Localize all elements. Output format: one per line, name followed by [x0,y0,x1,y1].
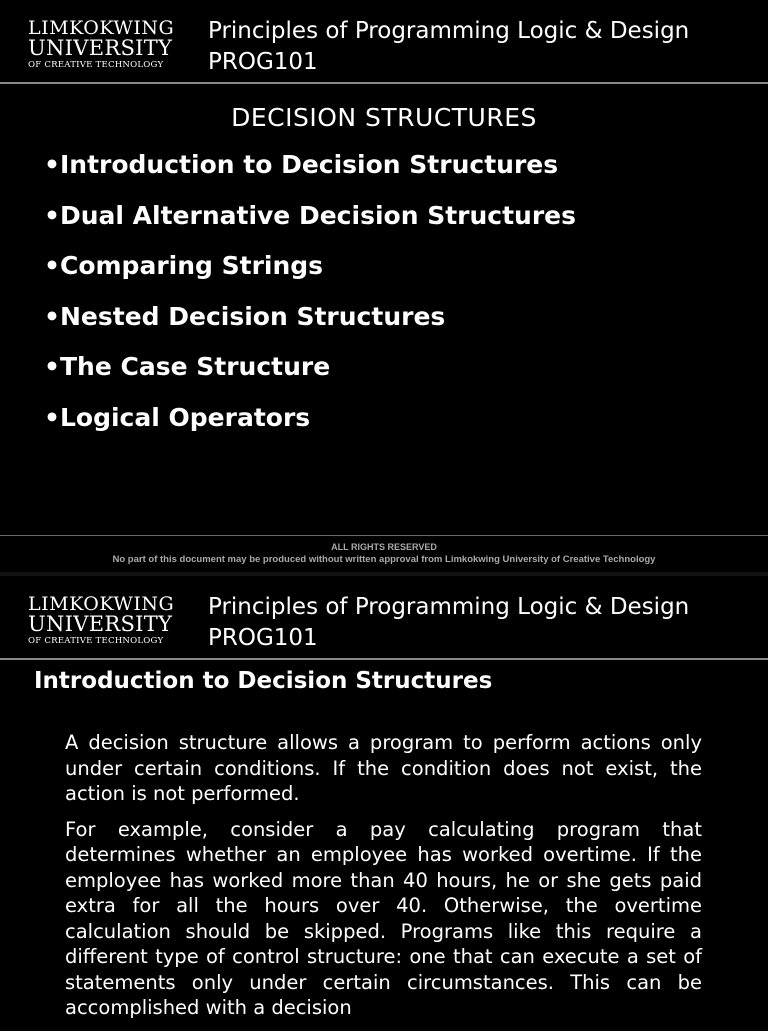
header-divider [0,658,768,660]
course-heading [208,592,689,654]
logo-line-1: LIMKOKWING [28,17,175,39]
slide-header [0,0,768,84]
topic-item: •Logical Operators [44,402,311,432]
topic-item: •Introduction to Decision Structures [44,150,559,179]
university-logo [28,18,188,72]
body-paragraph: A decision structure allows a program to perform actions only under certain conditions. If the condition does not exist, the action is not performed. [65,731,702,805]
course-code: PROG101 [208,625,318,651]
topic-item: •Nested Decision Structures [44,301,446,331]
topic-item: •The Case Structure [44,352,331,382]
footer-notice: No part of this document may be produced without written approval from Limkokwing University of Creative Technology [112,554,656,565]
body-paragraph: For example, consider a pay calculating program that determines whether an employee has worked overtime. If the employee has worked more than 40 hours, he or she gets paid extra for all the hours over 40. Otherwise, the overtime calculation should be skipped. Programs like this require a different type of control structure: one that can execute a set of statements only under certain circumstances. This can be accomplished with a decision [65,817,702,1019]
logo-line-2: UNIVERSITY [28,36,173,60]
slide-body [65,730,702,1031]
slide-footer [0,541,768,567]
course-title: Principles of Programming Logic & Design [208,18,690,44]
topic-item: •Dual Alternative Decision Structures [44,200,577,230]
course-code: PROG101 [208,49,318,75]
topic-item: •Comparing Strings [44,251,324,281]
university-logo [28,594,188,648]
topic-list [44,150,576,454]
logo-line-2: UNIVERSITY [28,612,173,636]
logo-line-3: OF CREATIVE TECHNOLOGY [28,636,164,646]
slide-header [0,576,768,660]
logo-line-1: LIMKOKWING [28,593,175,615]
course-heading [208,16,689,78]
slide-2 [0,576,768,1024]
footer-rights: ALL RIGHTS RESERVED [331,542,437,552]
slide-title: Introduction to Decision Structures [34,668,493,694]
logo-line-3: OF CREATIVE TECHNOLOGY [28,60,164,70]
footer-divider [0,535,768,536]
header-divider [0,82,768,84]
slide-title: DECISION STRUCTURES [231,103,537,132]
course-title: Principles of Programming Logic & Design [208,594,690,620]
